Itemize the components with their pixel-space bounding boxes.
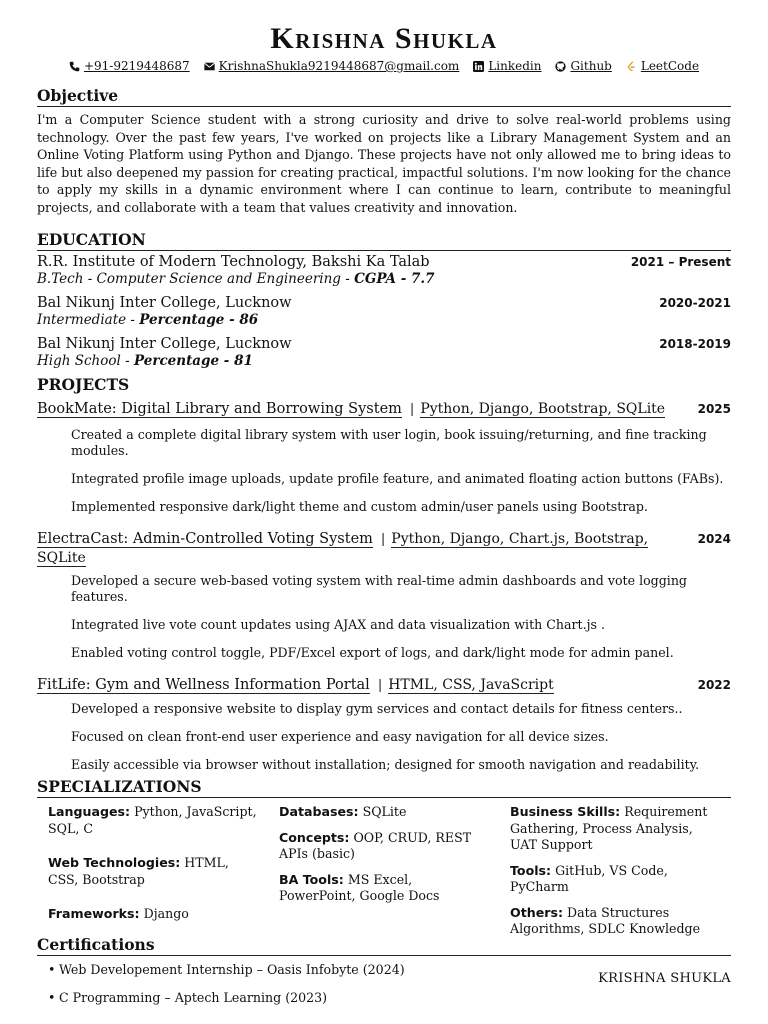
spec-label: Business Skills: xyxy=(510,804,621,819)
spec-label: Languages: xyxy=(48,804,131,819)
spec-value: Django xyxy=(143,906,189,921)
spec-value: OOP, CRUD, REST APIs (basic) xyxy=(279,829,472,861)
spec-item xyxy=(279,830,489,863)
objective-text: I'm a Computer Science student with a strong curiosity and drive to solve real-world problems using technology. Over the past few years, I've worked on projects like a Library Management System and an Online Voting Platform using Python and Django. These projects have not only allowed me to bring ideas to life but also deepened my passion for creating practical, impactful solutions. I'm now looking for the chance to apply my skills in a dynamic environment where I can continue to learn, contribute to meaningful projects, and collaborate with a team that values creativity and innovation. xyxy=(37,112,731,215)
project-bullet: Developed a responsive website to display gym services and contact details for fitness centers.. xyxy=(71,701,683,716)
objective-section xyxy=(37,87,731,216)
contact-bar xyxy=(37,58,731,74)
spec-label: Tools: xyxy=(510,862,552,878)
spec-label: Frameworks: xyxy=(48,906,140,921)
score-text: Percentage - 81 xyxy=(133,353,253,369)
resume-page xyxy=(37,22,731,1006)
degree-line xyxy=(37,353,731,370)
phone-icon xyxy=(69,61,80,72)
education-date: 2021 – Present xyxy=(630,255,731,269)
objective-heading: Objective xyxy=(37,87,731,107)
spec-item xyxy=(48,804,258,837)
linkedin-contact[interactable] xyxy=(473,58,541,74)
project-bullet: Implemented responsive dark/light theme and custom admin/user panels using Bootstrap. xyxy=(71,499,648,514)
spec-item xyxy=(279,872,489,905)
certification-item: • C Programming – Aptech Learning (2023) xyxy=(59,990,731,1006)
score-text: Percentage - 86 xyxy=(139,312,259,328)
project-tech: Python, Django, Bootstrap, SQLite xyxy=(420,401,666,417)
project-bullet: Focused on clean front-end user experience and easy navigation for all device sizes. xyxy=(71,729,609,744)
institution-name: Bal Nikunj Inter College, Lucknow xyxy=(37,295,292,311)
degree-line xyxy=(37,312,731,329)
project-tech: Python, Django, Chart.js, Bootstrap, SQLite xyxy=(37,531,649,566)
spec-item xyxy=(510,905,721,938)
specializations-section xyxy=(37,778,731,938)
spec-label: BA Tools: xyxy=(279,871,344,887)
github-link[interactable]: Github xyxy=(570,59,612,73)
email-contact[interactable] xyxy=(204,58,460,74)
spec-item xyxy=(510,804,721,854)
email-link[interactable]: KrishnaShukla9219448687@gmail.com xyxy=(218,59,460,73)
project-separator: | xyxy=(377,678,383,693)
spec-item xyxy=(48,906,258,923)
project-separator: | xyxy=(409,402,415,417)
spec-column xyxy=(499,802,731,938)
education-date: 2018-2019 xyxy=(659,337,731,351)
project-year: 2024 xyxy=(697,532,731,546)
degree-text: Intermediate - xyxy=(37,312,140,328)
project-year: 2025 xyxy=(697,402,731,416)
project-separator: | xyxy=(380,532,386,547)
project-entry xyxy=(37,400,731,515)
score-text: CGPA - 7.7 xyxy=(354,271,435,287)
project-bullet: Enabled voting control toggle, PDF/Excel export of logs, and dark/light mode for admin panel. xyxy=(71,645,674,660)
spec-column xyxy=(268,802,499,938)
spec-value: Python, JavaScript, SQL, C xyxy=(48,804,257,836)
institution-name: Bal Nikunj Inter College, Lucknow xyxy=(37,336,292,352)
education-section xyxy=(37,231,731,370)
leetcode-link[interactable]: LeetCode xyxy=(640,59,700,73)
project-name: ElectraCast: Admin-Controlled Voting System xyxy=(37,531,373,547)
education-entry xyxy=(37,335,731,370)
specializations-grid xyxy=(37,802,731,938)
project-year: 2022 xyxy=(697,678,731,692)
degree-line xyxy=(37,271,731,288)
linkedin-icon xyxy=(473,61,484,72)
github-contact[interactable] xyxy=(555,58,611,74)
spec-value: HTML, CSS, Bootstrap xyxy=(48,855,229,887)
project-bullet: Developed a secure web-based voting system with real-time admin dashboards and vote logging features. xyxy=(71,573,687,604)
spec-item xyxy=(48,855,258,888)
specializations-heading: SPECIALIZATIONS xyxy=(37,778,731,798)
phone-contact[interactable] xyxy=(69,58,190,74)
spec-item xyxy=(510,863,721,896)
certification-item: • Web Developement Internship – Oasis Infobyte (2024) xyxy=(59,962,731,978)
project-name: BookMate: Digital Library and Borrowing System xyxy=(37,401,402,417)
project-bullet: Integrated live vote count updates using AJAX and data visualization with Chart.js . xyxy=(71,617,605,632)
institution-name: R.R. Institute of Modern Technology, Bakshi Ka Talab xyxy=(37,254,430,270)
degree-text: B.Tech - Computer Science and Engineering - xyxy=(37,271,355,287)
education-entry xyxy=(37,294,731,329)
project-bullet: Created a complete digital library system with user login, book issuing/returning, and fine tracking modules. xyxy=(71,427,707,458)
spec-label: Web Technologies: xyxy=(48,855,181,870)
project-name: FitLife: Gym and Wellness Information Portal xyxy=(37,677,370,693)
phone-link[interactable]: +91-9219448687 xyxy=(83,59,190,73)
spec-value: Requirement Gathering, Process Analysis, UAT Support xyxy=(510,804,708,852)
education-heading: EDUCATION xyxy=(37,231,731,251)
project-entry xyxy=(37,530,731,661)
leetcode-contact[interactable] xyxy=(626,58,699,74)
certifications-heading: Certifications xyxy=(37,936,731,956)
project-entry xyxy=(37,676,731,773)
leetcode-icon xyxy=(626,61,637,72)
spec-item xyxy=(279,804,489,821)
spec-value: Data Structures Algorithms, SDLC Knowledge xyxy=(510,904,701,936)
projects-section xyxy=(37,376,731,773)
project-bullet: Easily accessible via browser without installation; designed for smooth navigation and readability. xyxy=(71,757,700,772)
envelope-icon xyxy=(204,61,215,72)
project-tech: HTML, CSS, JavaScript xyxy=(388,677,554,693)
projects-heading: PROJECTS xyxy=(37,375,130,394)
education-entry xyxy=(37,253,731,288)
candidate-name: Krishna Shukla xyxy=(270,22,498,55)
spec-label: Others: xyxy=(510,904,563,920)
spec-label: Databases: xyxy=(279,804,359,819)
spec-label: Concepts: xyxy=(279,829,350,845)
education-date: 2020-2021 xyxy=(659,296,731,310)
github-icon xyxy=(555,61,566,72)
linkedin-link[interactable]: Linkedin xyxy=(488,59,542,73)
footer-name: KRISHNA SHUKLA xyxy=(598,971,731,986)
degree-text: High School - xyxy=(37,353,134,369)
spec-value: SQLite xyxy=(362,804,407,819)
spec-column xyxy=(37,802,268,938)
spec-value: MS Excel, PowerPoint, Google Docs xyxy=(279,871,440,903)
project-bullet: Integrated profile image uploads, update profile feature, and animated floating action buttons (FABs). xyxy=(71,471,724,486)
spec-value: GitHub, VS Code, PyCharm xyxy=(510,862,668,894)
